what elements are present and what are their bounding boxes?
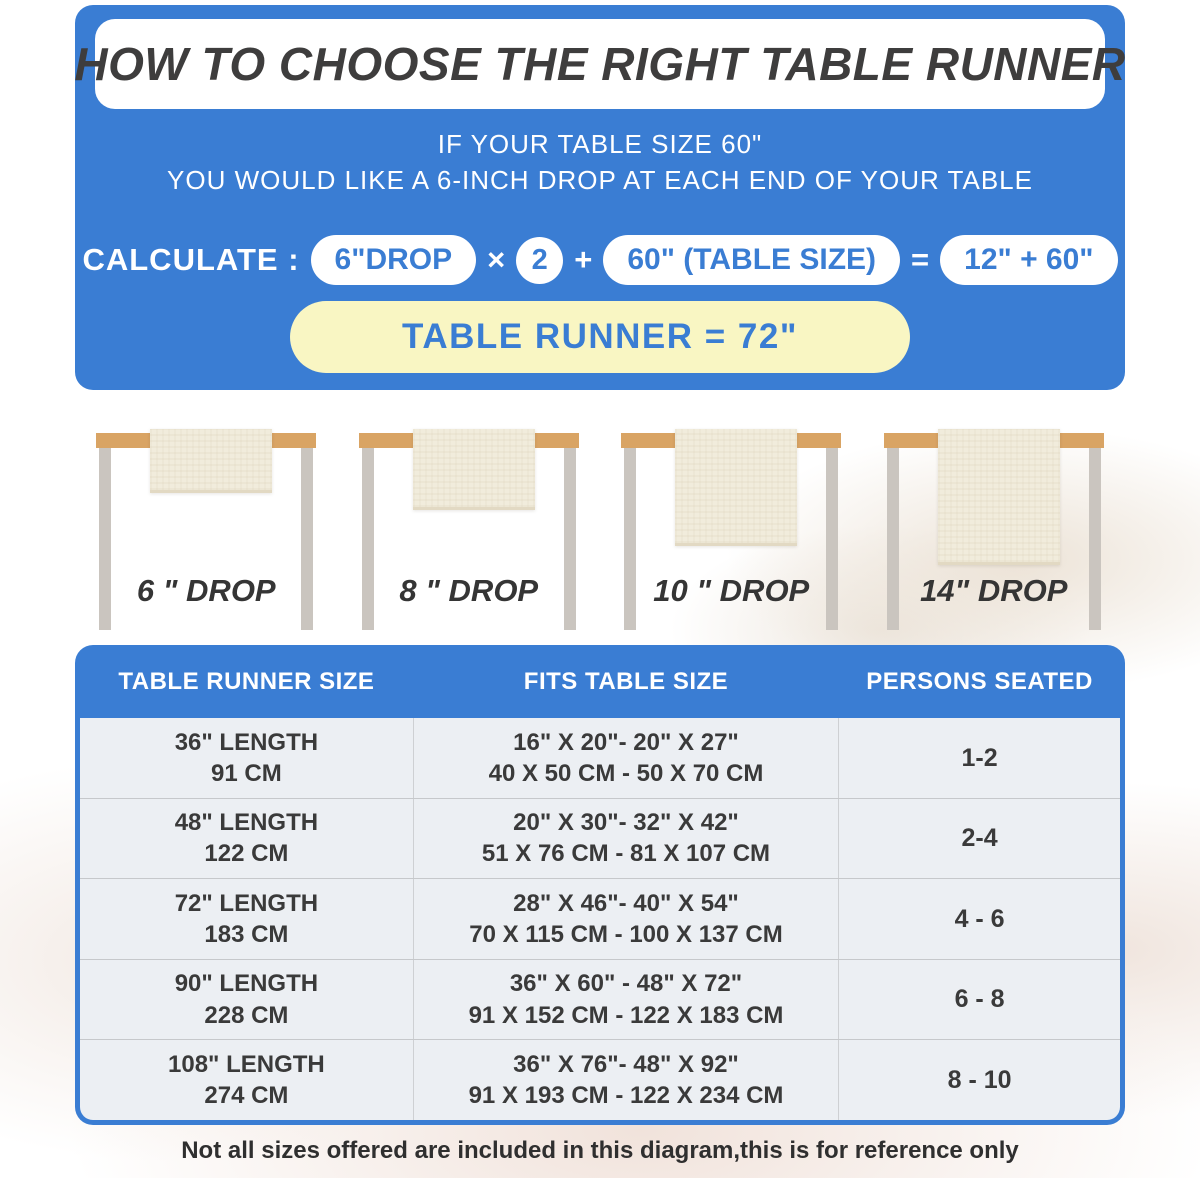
fits-table-size-cell bbox=[413, 1040, 839, 1120]
sum-pill: 12" + 60" bbox=[940, 235, 1117, 285]
table-row bbox=[80, 878, 1120, 959]
fits-table-size-cell bbox=[413, 718, 839, 798]
runner-length-inches: 36" LENGTH bbox=[174, 728, 319, 756]
table-graphic bbox=[621, 425, 841, 635]
runner-size-cell bbox=[80, 1040, 413, 1120]
runner-size-cell bbox=[80, 799, 413, 879]
plus-sign: + bbox=[574, 242, 593, 277]
multiply-sign: × bbox=[487, 242, 506, 277]
subtitle-line-1: IF YOUR TABLE SIZE 60" bbox=[437, 129, 763, 159]
calculation-row bbox=[75, 235, 1125, 285]
persons-seated-value: 1-2 bbox=[961, 743, 998, 772]
fits-table-size-cell bbox=[413, 799, 839, 879]
fits-size-cm: 51 X 76 CM - 81 X 107 CM bbox=[481, 840, 771, 868]
footer-disclaimer: Not all sizes offered are included in this diagram,this is for reference only bbox=[181, 1137, 1019, 1164]
table-row bbox=[80, 1039, 1120, 1120]
runner-result-pill: TABLE RUNNER = 72" bbox=[290, 301, 910, 373]
persons-seated-cell bbox=[839, 1040, 1120, 1120]
drop-label: 8 " DROP bbox=[399, 573, 539, 608]
table-size-pill: 60" (TABLE SIZE) bbox=[603, 235, 900, 285]
fits-size-inches: 36" X 60" - 48" X 72" bbox=[509, 970, 743, 998]
drop-examples-row bbox=[75, 425, 1125, 640]
runner-size-cell bbox=[80, 879, 413, 959]
subtitle-line-2: YOU WOULD LIKE A 6-INCH DROP AT EACH END OF YOUR TABLE bbox=[167, 165, 1033, 195]
runner-length-cm: 228 CM bbox=[204, 1001, 289, 1029]
table-drop-illustration bbox=[338, 425, 601, 640]
runner-length-cm: 122 CM bbox=[204, 840, 289, 868]
runner-size-cell bbox=[80, 960, 413, 1040]
runner-length-inches: 108" LENGTH bbox=[168, 1050, 325, 1078]
drop-label: 10 " DROP bbox=[653, 573, 810, 608]
persons-seated-value: 2-4 bbox=[961, 824, 998, 853]
table-drop-illustration bbox=[75, 425, 338, 640]
table-drop-illustration bbox=[863, 425, 1126, 640]
runner-length-cm: 274 CM bbox=[204, 1082, 289, 1110]
runner-length-inches: 72" LENGTH bbox=[174, 889, 319, 917]
equals-sign: = bbox=[911, 242, 930, 277]
fits-size-cm: 70 X 115 CM - 100 X 137 CM bbox=[469, 920, 783, 948]
multiplier-circle: 2 bbox=[516, 237, 563, 284]
drop-size-pill: 6"DROP bbox=[311, 235, 477, 285]
table-graphic bbox=[359, 425, 579, 635]
fits-table-size-cell bbox=[413, 960, 839, 1040]
persons-seated-value: 8 - 10 bbox=[947, 1065, 1012, 1094]
fits-size-inches: 36" X 76"- 48" X 92" bbox=[513, 1050, 739, 1078]
column-header: PERSONS SEATED bbox=[866, 667, 1093, 695]
runner-length-cm: 91 CM bbox=[211, 759, 282, 787]
persons-seated-cell bbox=[839, 718, 1120, 798]
table-row bbox=[80, 718, 1120, 798]
fits-size-cm: 91 X 193 CM - 122 X 234 CM bbox=[468, 1082, 784, 1110]
title-bar bbox=[74, 19, 1126, 109]
calculate-label: CALCULATE : bbox=[82, 242, 300, 277]
runner-length-cm: 183 CM bbox=[204, 920, 289, 948]
fits-size-inches: 16" X 20"- 20" X 27" bbox=[513, 728, 739, 756]
instruction-panel bbox=[75, 5, 1125, 390]
persons-seated-cell bbox=[839, 879, 1120, 959]
persons-seated-value: 4 - 6 bbox=[954, 904, 1005, 933]
drop-label: 6 " DROP bbox=[136, 573, 276, 608]
persons-seated-cell bbox=[839, 799, 1120, 879]
table-runner-graphic bbox=[938, 429, 1060, 565]
fits-size-inches: 28" X 46"- 40" X 54" bbox=[513, 889, 739, 917]
table-runner-graphic bbox=[150, 429, 272, 493]
size-reference-table bbox=[75, 645, 1125, 1125]
column-header: TABLE RUNNER SIZE bbox=[118, 667, 375, 695]
fits-size-cm: 91 X 152 CM - 122 X 183 CM bbox=[468, 1001, 784, 1029]
fits-size-cm: 40 X 50 CM - 50 X 70 CM bbox=[488, 759, 764, 787]
table-drop-illustration bbox=[600, 425, 863, 640]
persons-seated-value: 6 - 8 bbox=[954, 985, 1005, 1014]
table-runner-graphic bbox=[413, 429, 535, 510]
table-row bbox=[80, 798, 1120, 879]
drop-label: 14" DROP bbox=[920, 573, 1068, 608]
table-header-row bbox=[80, 645, 1120, 718]
table-graphic bbox=[96, 425, 316, 635]
table-row bbox=[80, 959, 1120, 1040]
page-title: HOW TO CHOOSE THE RIGHT TABLE RUNNER bbox=[74, 38, 1126, 90]
runner-length-inches: 90" LENGTH bbox=[174, 970, 319, 998]
persons-seated-cell bbox=[839, 960, 1120, 1040]
runner-length-inches: 48" LENGTH bbox=[174, 809, 319, 837]
runner-size-cell bbox=[80, 718, 413, 798]
fits-size-inches: 20" X 30"- 32" X 42" bbox=[513, 809, 739, 837]
column-header: FITS TABLE SIZE bbox=[523, 667, 729, 695]
table-graphic bbox=[884, 425, 1104, 635]
table-runner-graphic bbox=[675, 429, 797, 546]
fits-table-size-cell bbox=[413, 879, 839, 959]
table-body bbox=[80, 718, 1120, 1120]
